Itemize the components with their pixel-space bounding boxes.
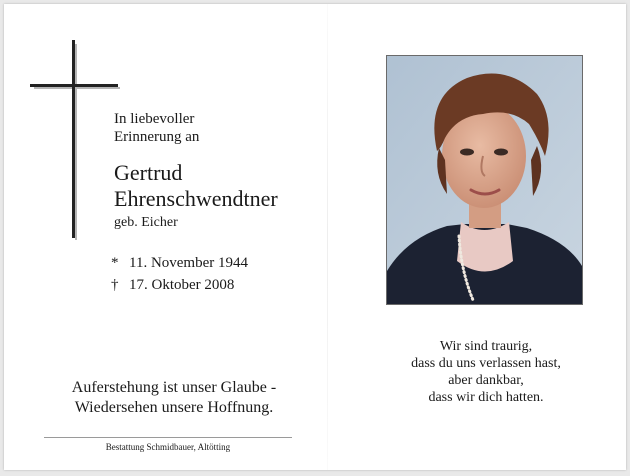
first-name: Gertrud	[114, 160, 183, 185]
motto	[44, 378, 304, 418]
death-dagger-icon: †	[111, 277, 119, 293]
birth-date-row	[111, 252, 248, 274]
memorial-card	[4, 4, 626, 470]
cross-shadow-horizontal	[34, 87, 120, 89]
death-date: 17. Oktober 2008	[129, 277, 235, 293]
last-name: Ehrenschwendtner	[114, 186, 278, 211]
cross-shadow-vertical	[75, 44, 77, 240]
portrait-photo	[386, 55, 583, 305]
cross-vertical-beam	[72, 40, 75, 238]
maiden-name: geb. Eicher	[114, 215, 178, 230]
life-dates	[111, 252, 248, 296]
right-eye	[494, 149, 508, 156]
verse-line-4: dass wir dich hatten.	[428, 390, 544, 405]
card-fold	[327, 4, 328, 470]
motto-line-1: Auferstehung ist unser Glaube -	[71, 379, 277, 396]
portrait-illustration	[387, 56, 582, 304]
intro-line-2: Erinnerung an	[114, 129, 200, 145]
verse	[376, 338, 596, 406]
verse-line-2: dass du uns verlassen hast,	[411, 356, 561, 371]
intro-line-1: In liebevoller	[114, 111, 195, 127]
motto-line-2: Wiedersehen unsere Hoffnung.	[74, 399, 274, 416]
cross-horizontal-beam	[30, 84, 118, 87]
birth-date: 11. November 1944	[129, 255, 249, 271]
deceased-name	[114, 160, 278, 212]
divider	[44, 437, 292, 438]
undertaker-credit: Bestattung Schmidbauer, Altötting	[105, 442, 231, 452]
intro-text	[114, 110, 199, 146]
verse-line-3: aber dankbar,	[448, 373, 524, 388]
verse-line-1: Wir sind traurig,	[439, 339, 533, 354]
death-date-row	[111, 274, 248, 296]
birth-star-icon: *	[111, 255, 119, 271]
left-eye	[460, 149, 474, 156]
